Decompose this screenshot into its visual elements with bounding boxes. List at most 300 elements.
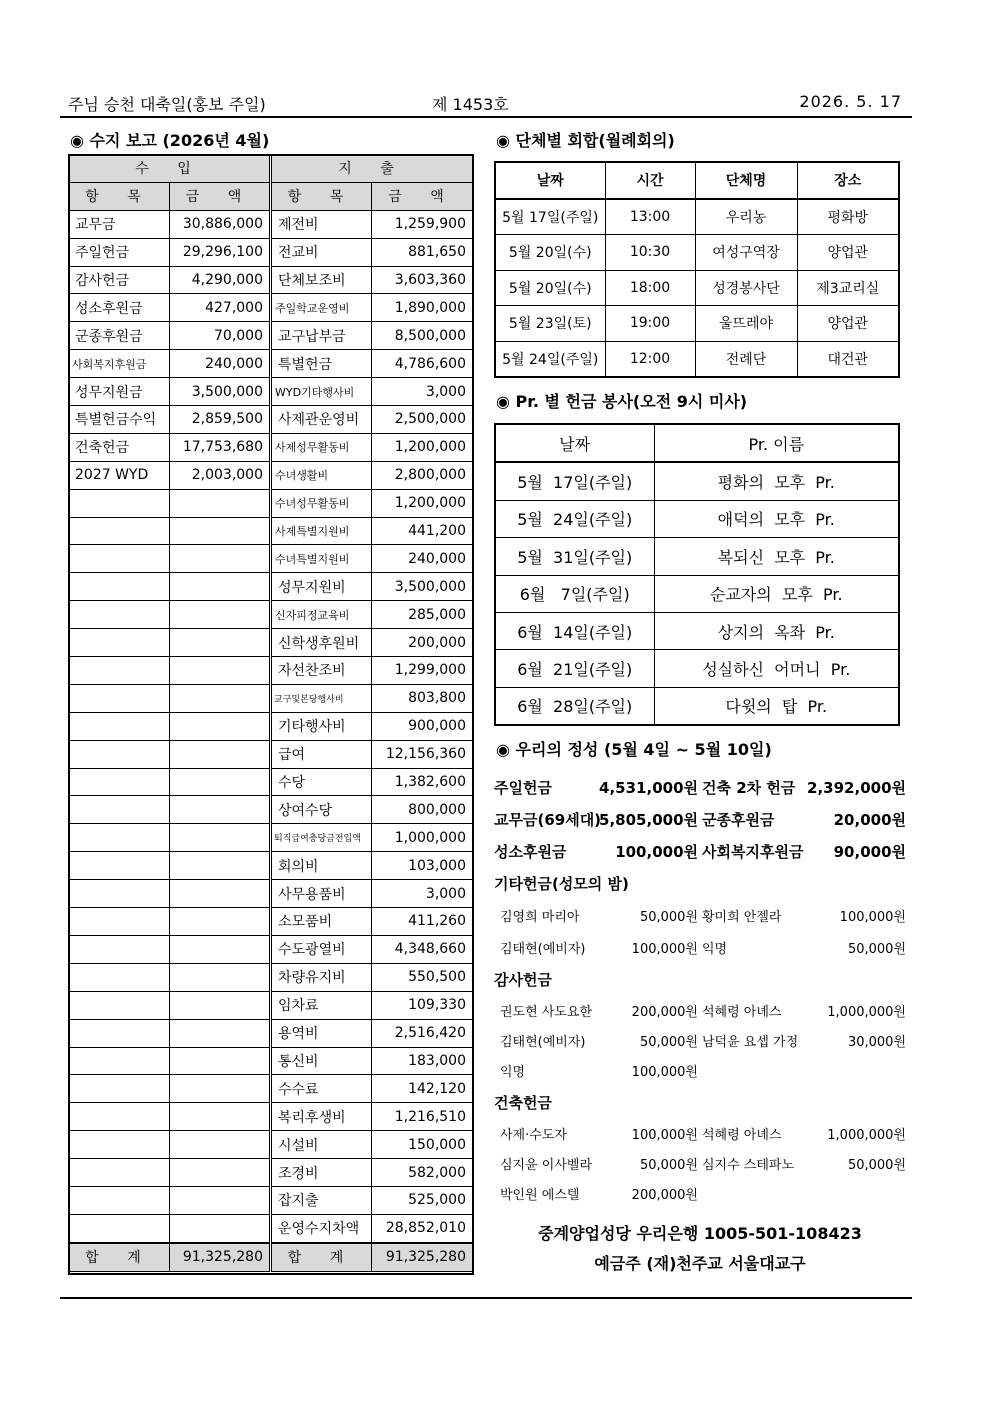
income-item — [69, 963, 170, 991]
donor-name-2: 건축 2차 헌금 — [702, 779, 796, 797]
meeting-row — [495, 199, 899, 235]
donor-amount: 50,000원 — [639, 910, 698, 925]
finance-row — [69, 657, 473, 685]
thanks-offering-title: 감사헌금 — [494, 971, 552, 989]
expense-amount: 2,800,000 — [372, 461, 473, 489]
meeting-time: 12:00 — [605, 341, 695, 377]
donor-amount: 5,805,000원 — [599, 811, 698, 829]
expense-item: 단체보조비 — [271, 266, 372, 294]
donor-amount: 50,000원 — [639, 1035, 698, 1050]
expense-item: 신자피정교육비 — [271, 601, 372, 629]
finance-row — [69, 1019, 473, 1047]
expense-item: 주일학교운영비 — [271, 294, 372, 322]
server-name: 평화의 모후 Pr. — [654, 462, 899, 500]
header-date: 2026. 5. 17 — [799, 92, 902, 111]
donor-amount: 100,000원 — [631, 942, 698, 957]
income-item: 2027 WYD — [69, 461, 170, 489]
donor-name: 김태현(예비자) — [500, 1035, 586, 1050]
meetings-header-date: 날짜 — [495, 162, 605, 199]
income-item: 특별헌금수익 — [69, 406, 170, 434]
server-row — [495, 687, 899, 725]
expense-amount: 800,000 — [372, 796, 473, 824]
expense-amount: 103,000 — [372, 852, 473, 880]
offering-row — [494, 809, 906, 839]
expense-item: 수당 — [271, 768, 372, 796]
finance-row — [69, 768, 473, 796]
expense-amount: 4,786,600 — [372, 350, 473, 378]
expense-item: 자선찬조비 — [271, 657, 372, 685]
finance-row — [69, 601, 473, 629]
expense-amount: 4,348,660 — [372, 935, 473, 963]
income-item — [69, 880, 170, 908]
income-amount-header: 금 액 — [170, 182, 271, 210]
meeting-group: 우리농 — [695, 199, 797, 235]
income-item — [69, 1214, 170, 1242]
server-row — [495, 500, 899, 537]
donor-name-2: 석혜령 아녜스 — [702, 1128, 782, 1143]
finance-row — [69, 935, 473, 963]
server-date: 6월 21일(주일) — [495, 650, 654, 687]
income-amount — [170, 1075, 271, 1103]
finance-row — [69, 433, 473, 461]
income-amount — [170, 657, 271, 685]
footer-rule — [60, 1297, 912, 1299]
donor-name-2: 남덕윤 요셉 가정 — [702, 1035, 799, 1050]
donor-amount-2: 1,000,000원 — [827, 1128, 906, 1143]
header-issue: 제 1453호 — [432, 95, 509, 114]
expense-amount: 1,259,900 — [372, 210, 473, 238]
expense-item: 수녀특별지원비 — [271, 545, 372, 573]
income-amount — [170, 852, 271, 880]
finance-row — [69, 406, 473, 434]
meetings-table — [494, 161, 900, 378]
expense-amount: 582,000 — [372, 1159, 473, 1187]
income-amount — [170, 1131, 271, 1159]
finance-row — [69, 684, 473, 712]
expense-item: 수도광열비 — [271, 935, 372, 963]
donor-amount-2: 2,392,000원 — [807, 779, 906, 797]
donor-name: 김영희 마리아 — [500, 910, 580, 925]
income-item — [69, 545, 170, 573]
finance-row — [69, 1186, 473, 1214]
expense-item-header: 항 목 — [271, 182, 372, 210]
income-amount — [170, 768, 271, 796]
bank-account: 중계양업성당 우리은행 1005-501-108423 — [538, 1224, 862, 1243]
expense-item: 상여수당 — [271, 796, 372, 824]
expense-item: 수수료 — [271, 1075, 372, 1103]
offering-row — [494, 906, 906, 936]
donor-name-2: 석혜령 아녜스 — [702, 1005, 782, 1020]
expense-amount: 183,000 — [372, 1047, 473, 1075]
income-amount — [170, 963, 271, 991]
offering-row — [494, 1124, 906, 1154]
expense-item: 퇴직급여충당금전입액 — [271, 824, 372, 852]
etc-offering-title: 기타헌금(성모의 밤) — [494, 875, 629, 893]
income-amount — [170, 1103, 271, 1131]
meeting-place: 대건관 — [797, 341, 899, 377]
expense-amount: 550,500 — [372, 963, 473, 991]
income-item — [69, 1075, 170, 1103]
server-row — [495, 538, 899, 575]
finance-row — [69, 1159, 473, 1187]
income-amount — [170, 517, 271, 545]
donor-name: 주일헌금 — [494, 779, 552, 797]
expense-item: 신학생후원비 — [271, 629, 372, 657]
expense-item: 회의비 — [271, 852, 372, 880]
income-item — [69, 657, 170, 685]
donor-name: 권도현 사도요한 — [500, 1005, 593, 1020]
donor-amount-2: 20,000원 — [833, 811, 906, 829]
expense-item: 특별헌금 — [271, 350, 372, 378]
meetings-header-group: 단체명 — [695, 162, 797, 199]
expense-item: 교구납부금 — [271, 322, 372, 350]
expense-item: 기타행사비 — [271, 712, 372, 740]
expense-amount: 525,000 — [372, 1186, 473, 1214]
finance-row — [69, 322, 473, 350]
expense-item: 시설비 — [271, 1131, 372, 1159]
expense-item: 전교비 — [271, 238, 372, 266]
income-amount: 2,003,000 — [170, 461, 271, 489]
meeting-place: 양업관 — [797, 235, 899, 271]
income-item: 군종후원금 — [69, 322, 170, 350]
expense-amount: 1,890,000 — [372, 294, 473, 322]
servers-header-name: Pr. 이름 — [654, 424, 899, 462]
donor-amount: 50,000원 — [639, 1158, 698, 1173]
income-amount: 240,000 — [170, 350, 271, 378]
meeting-group: 성경봉사단 — [695, 270, 797, 306]
meeting-place: 평화방 — [797, 199, 899, 235]
expense-amount: 285,000 — [372, 601, 473, 629]
server-name: 순교자의 모후 Pr. — [654, 575, 899, 612]
finance-row — [69, 1047, 473, 1075]
meeting-date: 5월 17일(주일) — [495, 199, 605, 235]
finance-row — [69, 712, 473, 740]
donor-amount: 200,000원 — [631, 1188, 698, 1203]
income-amount — [170, 601, 271, 629]
expense-amount: 1,299,000 — [372, 657, 473, 685]
expense-item: 사제성무활동비 — [271, 433, 372, 461]
expense-item: 수녀성무활동비 — [271, 489, 372, 517]
finance-row — [69, 350, 473, 378]
income-item: 성무지원금 — [69, 378, 170, 406]
offering-row — [494, 1184, 906, 1214]
expense-amount: 142,120 — [372, 1075, 473, 1103]
income-item — [69, 684, 170, 712]
finance-row — [69, 629, 473, 657]
servers-table — [494, 423, 900, 726]
expense-amount: 28,852,010 — [372, 1214, 473, 1242]
expense-item: 통신비 — [271, 1047, 372, 1075]
income-item — [69, 1103, 170, 1131]
expense-item: 용역비 — [271, 1019, 372, 1047]
offering-row — [494, 1001, 906, 1031]
donor-amount: 100,000원 — [631, 1065, 698, 1080]
donor-name: 익명 — [500, 1065, 526, 1080]
income-amount: 70,000 — [170, 322, 271, 350]
income-item — [69, 991, 170, 1019]
expense-amount-header: 금 액 — [372, 182, 473, 210]
income-amount — [170, 545, 271, 573]
income-item — [69, 712, 170, 740]
finance-row — [69, 517, 473, 545]
donor-amount-2: 1,000,000원 — [827, 1005, 906, 1020]
finance-row — [69, 378, 473, 406]
offering-row — [494, 777, 906, 807]
income-item-header: 항 목 — [69, 182, 170, 210]
income-item — [69, 573, 170, 601]
expense-amount: 411,260 — [372, 908, 473, 936]
donor-name-2: 익명 — [702, 942, 728, 957]
expense-total: 91,325,280 — [372, 1243, 473, 1271]
expense-item: 사제관운영비 — [271, 406, 372, 434]
finance-row — [69, 908, 473, 936]
server-name: 복되신 모후 Pr. — [654, 538, 899, 575]
finance-row — [69, 1214, 473, 1242]
income-item — [69, 1186, 170, 1214]
offering-row — [494, 938, 906, 968]
expense-amount: 441,200 — [372, 517, 473, 545]
offering-row — [494, 841, 906, 871]
expense-item: 성무지원비 — [271, 573, 372, 601]
income-item — [69, 768, 170, 796]
meeting-time: 13:00 — [605, 199, 695, 235]
expense-amount: 1,200,000 — [372, 489, 473, 517]
income-amount: 3,500,000 — [170, 378, 271, 406]
meetings-title: ◉ 단체별 회합(월례회의) — [496, 131, 675, 150]
expense-amount: 1,216,510 — [372, 1103, 473, 1131]
meeting-row — [495, 341, 899, 377]
income-amount — [170, 880, 271, 908]
bank-holder: 예금주 (재)천주교 서울대교구 — [594, 1254, 806, 1273]
income-amount: 4,290,000 — [170, 266, 271, 294]
expense-amount: 12,156,360 — [372, 740, 473, 768]
income-amount — [170, 684, 271, 712]
income-total-label: 합 계 — [69, 1243, 170, 1271]
expense-amount: 1,200,000 — [372, 433, 473, 461]
expense-item: 교구및본당행사비 — [271, 684, 372, 712]
income-item — [69, 601, 170, 629]
expense-amount: 200,000 — [372, 629, 473, 657]
donor-amount: 100,000원 — [615, 843, 698, 861]
income-item: 교무금 — [69, 210, 170, 238]
donor-name-2: 황미희 안젤라 — [702, 910, 782, 925]
expense-amount: 1,382,600 — [372, 768, 473, 796]
income-amount — [170, 824, 271, 852]
finance-row — [69, 573, 473, 601]
income-item — [69, 517, 170, 545]
server-name: 상지의 옥좌 Pr. — [654, 612, 899, 649]
income-amount — [170, 573, 271, 601]
income-amount — [170, 489, 271, 517]
finance-row — [69, 1131, 473, 1159]
income-amount — [170, 908, 271, 936]
donor-amount-2: 50,000원 — [847, 942, 906, 957]
donor-name: 성소후원금 — [494, 843, 567, 861]
meeting-time: 19:00 — [605, 306, 695, 342]
income-amount — [170, 740, 271, 768]
income-item — [69, 935, 170, 963]
donor-name-2: 군종후원금 — [702, 811, 775, 829]
income-item — [69, 1047, 170, 1075]
expense-item: 차량유지비 — [271, 963, 372, 991]
expense-amount: 3,000 — [372, 880, 473, 908]
finance-row — [69, 489, 473, 517]
servers-header-date: 날짜 — [495, 424, 654, 462]
donor-name: 심지윤 이사벨라 — [500, 1158, 593, 1173]
donor-amount: 4,531,000원 — [599, 779, 698, 797]
server-date: 6월 7일(주일) — [495, 575, 654, 612]
donor-amount: 200,000원 — [631, 1005, 698, 1020]
expense-amount: 1,000,000 — [372, 824, 473, 852]
page-header — [68, 92, 902, 114]
finance-total-row — [69, 1243, 473, 1271]
donor-name: 사제·수도자 — [500, 1128, 567, 1143]
expense-item: WYD기타행사비 — [271, 378, 372, 406]
expense-amount: 3,603,360 — [372, 266, 473, 294]
income-item: 주일헌금 — [69, 238, 170, 266]
server-name: 성실하신 어머니 Pr. — [654, 650, 899, 687]
income-amount — [170, 712, 271, 740]
meeting-place: 제3교리실 — [797, 270, 899, 306]
expense-amount: 900,000 — [372, 712, 473, 740]
donor-amount: 100,000원 — [631, 1128, 698, 1143]
header-title: 주님 승천 대축일(홍보 주일) — [68, 95, 266, 114]
income-item — [69, 796, 170, 824]
expense-item: 소모품비 — [271, 908, 372, 936]
finance-row — [69, 880, 473, 908]
meeting-date: 5월 24일(주일) — [495, 341, 605, 377]
server-date: 6월 28일(주일) — [495, 687, 654, 725]
expense-item: 수녀생활비 — [271, 461, 372, 489]
income-amount: 2,859,500 — [170, 406, 271, 434]
finance-title: ◉ 수지 보고 (2026년 4월) — [70, 131, 270, 150]
donor-name: 김태현(예비자) — [500, 942, 586, 957]
income-item: 감사헌금 — [69, 266, 170, 294]
meeting-group: 여성구역장 — [695, 235, 797, 271]
expense-amount: 3,000 — [372, 378, 473, 406]
meeting-date: 5월 23일(토) — [495, 306, 605, 342]
donor-amount-2: 100,000원 — [839, 910, 906, 925]
server-row — [495, 575, 899, 612]
expense-amount: 881,650 — [372, 238, 473, 266]
meeting-row — [495, 235, 899, 271]
offering-row — [494, 1061, 906, 1091]
finance-row — [69, 852, 473, 880]
income-amount: 30,886,000 — [170, 210, 271, 238]
income-item — [69, 1159, 170, 1187]
income-item — [69, 852, 170, 880]
server-date: 5월 24일(주일) — [495, 500, 654, 537]
expense-item: 사무용품비 — [271, 880, 372, 908]
finance-row — [69, 991, 473, 1019]
server-date: 6월 14일(주일) — [495, 612, 654, 649]
building-offering-title: 건축헌금 — [494, 1094, 552, 1112]
expense-item: 임차료 — [271, 991, 372, 1019]
meeting-date: 5월 20일(수) — [495, 270, 605, 306]
expense-amount: 3,500,000 — [372, 573, 473, 601]
donor-name-2: 사회복지후원금 — [702, 843, 804, 861]
server-row — [495, 462, 899, 500]
server-row — [495, 612, 899, 649]
meetings-header-place: 장소 — [797, 162, 899, 199]
donor-name: 교무금(69세대) — [494, 811, 602, 829]
meeting-row — [495, 270, 899, 306]
server-name: 다윗의 탑 Pr. — [654, 687, 899, 725]
finance-row — [69, 1075, 473, 1103]
income-amount — [170, 796, 271, 824]
income-amount: 427,000 — [170, 294, 271, 322]
income-item: 성소후원금 — [69, 294, 170, 322]
donor-amount-2: 90,000원 — [833, 843, 906, 861]
server-date: 5월 17일(주일) — [495, 462, 654, 500]
income-amount — [170, 629, 271, 657]
expense-item: 조경비 — [271, 1159, 372, 1187]
income-item: 건축헌금 — [69, 433, 170, 461]
income-amount — [170, 1186, 271, 1214]
expense-item: 운영수지차액 — [271, 1214, 372, 1242]
income-item — [69, 1019, 170, 1047]
meeting-time: 10:30 — [605, 235, 695, 271]
offering-row — [494, 1031, 906, 1061]
meeting-time: 18:00 — [605, 270, 695, 306]
income-item — [69, 1131, 170, 1159]
income-header: 수 입 — [69, 155, 271, 183]
finance-row — [69, 824, 473, 852]
expense-header: 지 출 — [271, 155, 473, 183]
income-item — [69, 489, 170, 517]
offering-row — [494, 1154, 906, 1184]
expense-item: 복리후생비 — [271, 1103, 372, 1131]
income-item — [69, 629, 170, 657]
expense-item: 급여 — [271, 740, 372, 768]
meeting-row — [495, 306, 899, 342]
meetings-header-time: 시간 — [605, 162, 695, 199]
donor-name: 박인원 에스텔 — [500, 1188, 580, 1203]
server-row — [495, 650, 899, 687]
donor-name-2: 심지수 스테파노 — [702, 1158, 795, 1173]
income-amount — [170, 1159, 271, 1187]
expense-amount: 2,516,420 — [372, 1019, 473, 1047]
donor-amount-2: 50,000원 — [847, 1158, 906, 1173]
finance-row — [69, 461, 473, 489]
finance-row — [69, 1103, 473, 1131]
expense-item: 제전비 — [271, 210, 372, 238]
expense-amount: 109,330 — [372, 991, 473, 1019]
income-item — [69, 824, 170, 852]
finance-row — [69, 266, 473, 294]
server-name: 애덕의 모후 Pr. — [654, 500, 899, 537]
expense-amount: 8,500,000 — [372, 322, 473, 350]
expense-amount: 803,800 — [372, 684, 473, 712]
income-total: 91,325,280 — [170, 1243, 271, 1271]
meeting-group: 전례단 — [695, 341, 797, 377]
income-item: 사회복지후원금 — [69, 350, 170, 378]
finance-row — [69, 210, 473, 238]
income-amount — [170, 991, 271, 1019]
meeting-date: 5월 20일(수) — [495, 235, 605, 271]
income-item — [69, 740, 170, 768]
finance-row — [69, 740, 473, 768]
income-item — [69, 908, 170, 936]
income-amount — [170, 1047, 271, 1075]
header-rule — [60, 116, 912, 118]
income-amount — [170, 1019, 271, 1047]
income-amount — [170, 1214, 271, 1242]
finance-row — [69, 545, 473, 573]
meeting-place: 양업관 — [797, 306, 899, 342]
income-amount — [170, 935, 271, 963]
expense-item: 사제특별지원비 — [271, 517, 372, 545]
